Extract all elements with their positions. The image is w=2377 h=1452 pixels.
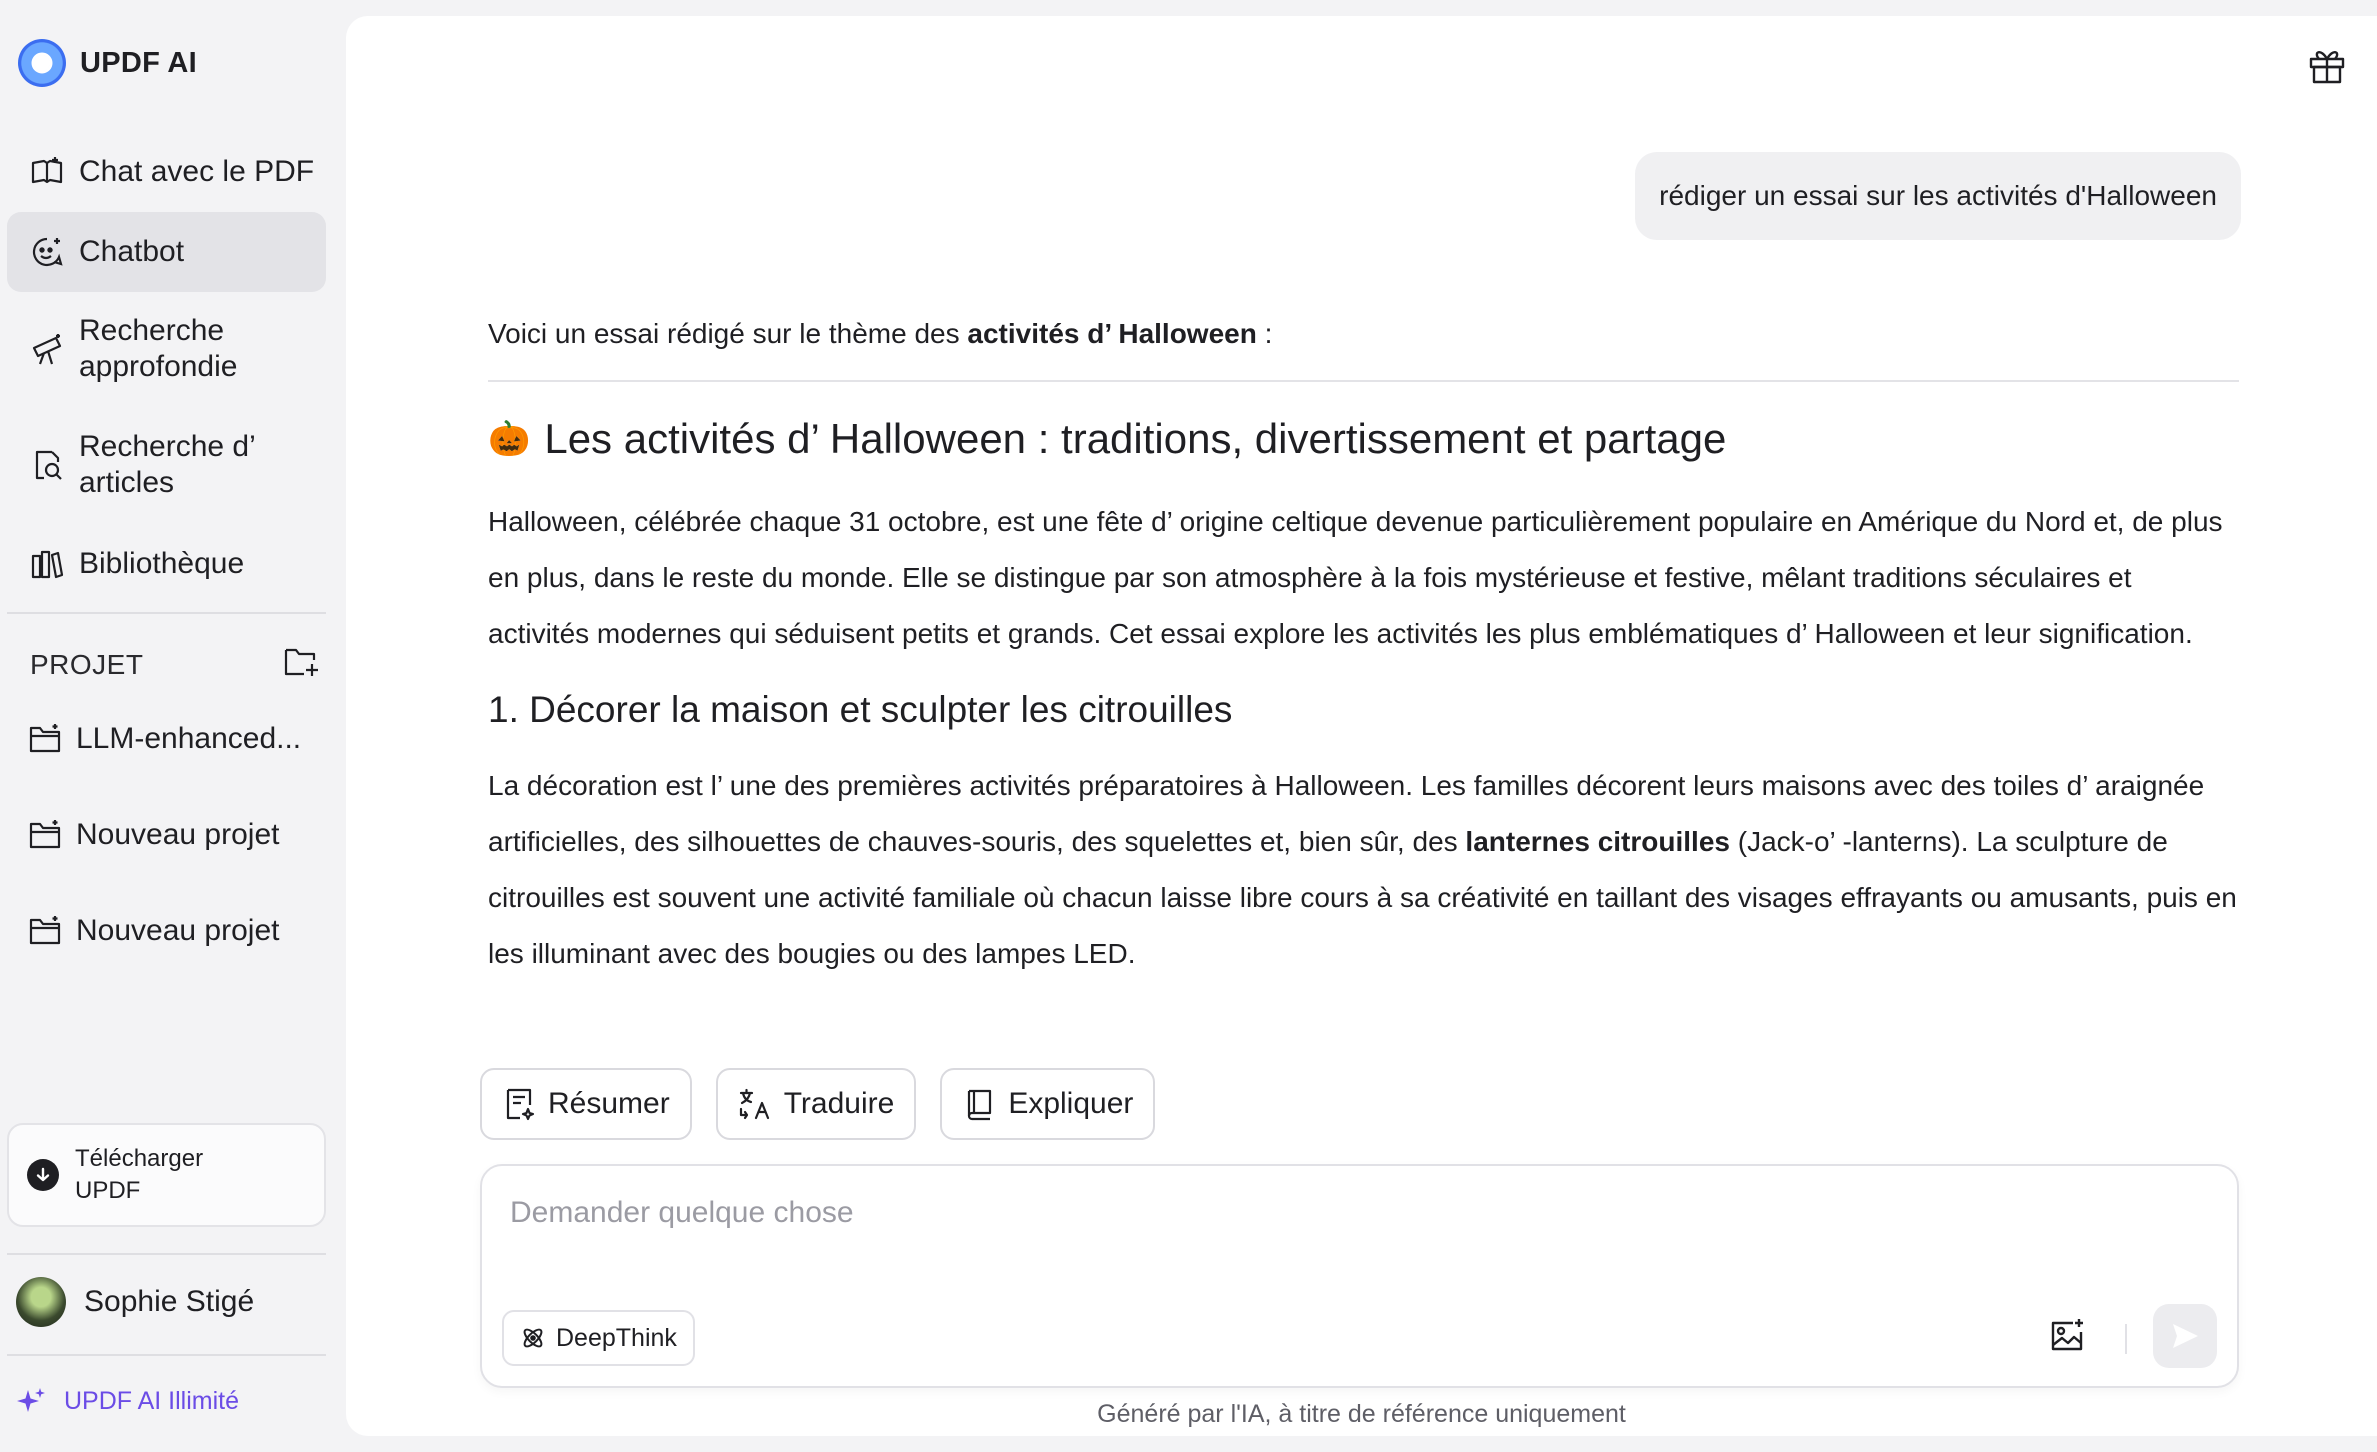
para-text: (Jack-o’ -lanterns). La sculpture de citrouilles est souvent une activité familiale où chacun laisse libre cours à sa créativité en taillant des visages effrayants ou amusants, puis en les illuminant avec des bougies ou des lampes LED. — [488, 826, 2237, 969]
sidebar-divider — [7, 1253, 326, 1255]
article-search-icon — [29, 447, 65, 483]
scroll-fade — [488, 1001, 2239, 1061]
summarize-button[interactable] — [480, 1068, 692, 1140]
upgrade-link[interactable] — [16, 1386, 239, 1416]
deepthink-label: DeepThink — [556, 1323, 677, 1352]
message-composer — [480, 1164, 2239, 1388]
composer-separator — [2125, 1324, 2127, 1354]
chatbot-icon — [29, 234, 65, 270]
folder-icon — [28, 722, 62, 756]
project-item[interactable] — [28, 914, 279, 948]
para-text: La décoration est l’ une des premières activités préparatoires à Halloween. Les familles décorent leurs maisons avec des toiles d’ araignée artificielles, des silhouettes de chauves-souris, des squelettes et, bien sûr, des — [488, 770, 2205, 857]
intro-bold: activités d’ Halloween — [967, 318, 1257, 349]
telescope-icon — [29, 331, 65, 367]
app-name: UPDF AI — [80, 46, 198, 79]
add-image-icon[interactable] — [2047, 1316, 2087, 1356]
nav-label: Chatbot — [79, 235, 185, 268]
nav-item-deep-research[interactable] — [7, 308, 326, 390]
gift-icon[interactable] — [2305, 42, 2349, 86]
user-message-text: rédiger un essai sur les activités d'Halloween — [1659, 180, 2217, 211]
nav-item-library[interactable] — [7, 538, 326, 590]
deepthink-toggle[interactable] — [502, 1310, 695, 1366]
send-icon — [2170, 1321, 2200, 1351]
nav-label: Recherche d’ articles — [79, 430, 255, 499]
avatar — [16, 1277, 66, 1327]
project-item[interactable] — [28, 818, 279, 852]
project-label: Nouveau projet — [76, 818, 280, 851]
explain-label: Expliquer — [1008, 1087, 1134, 1120]
nav-label: Recherche approfondie — [79, 314, 238, 383]
answer-divider — [488, 380, 2239, 382]
answer-intro — [488, 306, 2239, 362]
projects-header — [30, 643, 320, 687]
essay-title-text: Les activités d’ Halloween : traditions, divertissement et partage — [544, 415, 1727, 462]
project-item[interactable] — [28, 722, 301, 756]
summarize-label: Résumer — [548, 1087, 670, 1120]
message-input[interactable] — [510, 1190, 2110, 1236]
download-icon — [27, 1159, 59, 1191]
user-name: Sophie Stigé — [84, 1285, 255, 1318]
nav-label: Chat avec le PDF — [79, 155, 315, 188]
para-bold: lanternes citrouilles — [1465, 826, 1730, 857]
book-icon — [962, 1087, 996, 1121]
download-updf-button[interactable] — [7, 1123, 326, 1227]
translate-label: Traduire — [783, 1087, 895, 1120]
projects-heading: PROJET — [30, 649, 144, 680]
sparkle-icon — [16, 1386, 46, 1416]
translate-icon — [738, 1087, 772, 1121]
chat-panel — [346, 16, 2377, 1436]
project-label: Nouveau projet — [76, 914, 280, 947]
ai-answer — [488, 306, 2239, 982]
sidebar-divider — [7, 612, 326, 614]
quick-actions — [480, 1068, 1155, 1140]
essay-paragraph — [488, 758, 2239, 982]
folder-icon — [28, 914, 62, 948]
sidebar-divider — [7, 1354, 326, 1356]
new-folder-icon[interactable] — [284, 646, 320, 685]
updf-logo-icon — [18, 39, 66, 87]
essay-title — [488, 406, 2239, 472]
ai-disclaimer: Généré par l'IA, à titre de référence uniquement — [1097, 1400, 1626, 1428]
section-heading: 1. Décorer la maison et sculpter les citrouilles — [488, 689, 1233, 730]
brand[interactable] — [18, 38, 197, 88]
nav-item-article-search[interactable] — [7, 424, 326, 506]
summarize-icon — [502, 1087, 536, 1121]
send-button[interactable] — [2153, 1304, 2217, 1368]
project-label: LLM-enhanced... — [76, 722, 302, 755]
essay-paragraph: Halloween, célébrée chaque 31 octobre, est une fête d’ origine celtique devenue particulièrement populaire en Amérique du Nord et, de plus en plus, dans le reste du monde. Elle se distingue par son atmosphère à la fois mystérieuse et festive, mêlant traditions séculaires et activités modernes qui séduisent petits et grands. Cet essai explore les activités les plus emblématiques d’ Halloween et leur signification. — [488, 506, 2223, 649]
nav-item-chatbot[interactable] — [7, 212, 326, 292]
user-message-bubble — [1635, 152, 2241, 240]
explain-button[interactable] — [940, 1068, 1155, 1140]
download-label: Télécharger UPDF — [75, 1145, 204, 1204]
pumpkin-icon: 🎃 — [488, 420, 531, 458]
library-icon — [29, 546, 65, 582]
atom-icon — [520, 1325, 546, 1351]
nav-label: Bibliothèque — [79, 547, 245, 580]
nav-item-chat-pdf[interactable] — [7, 146, 326, 198]
folder-icon — [28, 818, 62, 852]
upgrade-label: UPDF AI Illimité — [64, 1386, 240, 1415]
book-chat-icon — [29, 154, 65, 190]
intro-prefix: Voici un essai rédigé sur le thème des — [488, 318, 968, 349]
sidebar — [0, 0, 340, 1452]
translate-button[interactable] — [716, 1068, 917, 1140]
intro-suffix: : — [1256, 318, 1273, 349]
user-profile[interactable] — [16, 1277, 254, 1327]
